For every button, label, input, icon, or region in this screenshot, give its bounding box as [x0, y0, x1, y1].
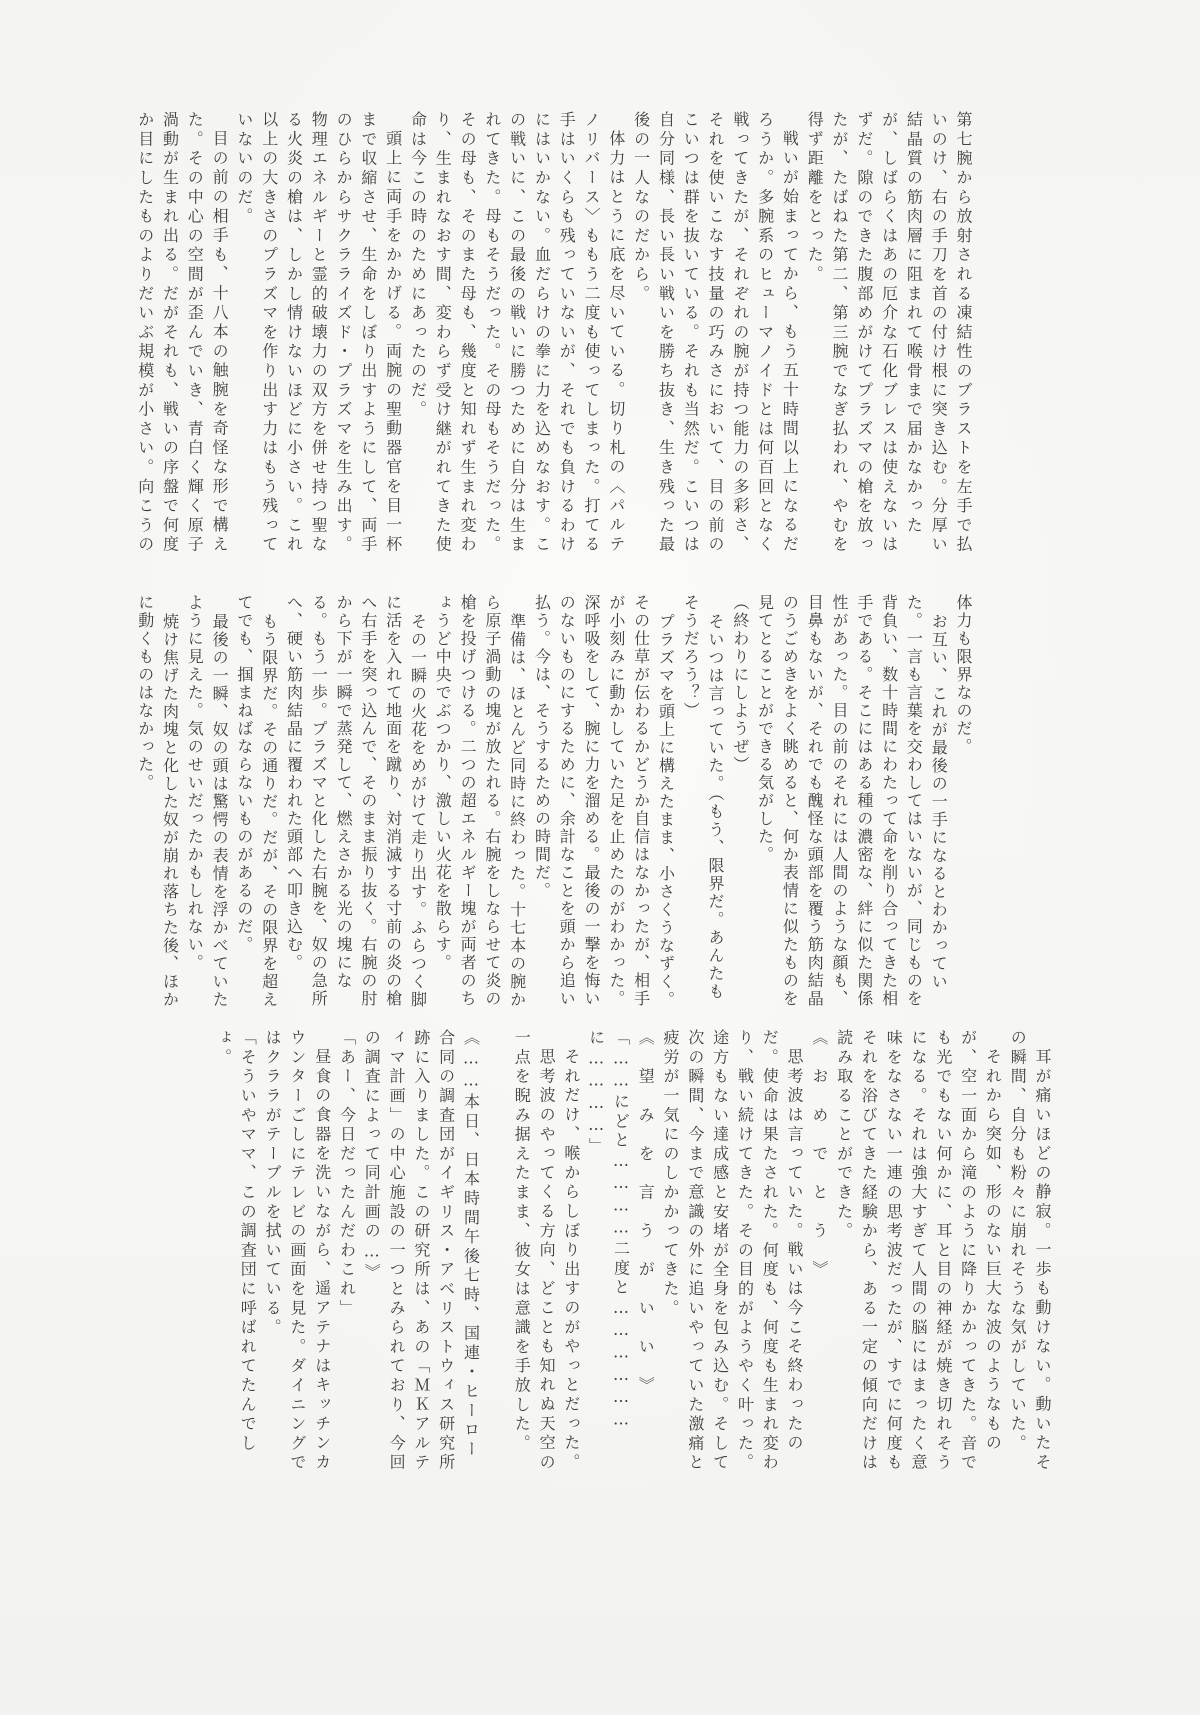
- text-block-middle: [127, 594, 975, 1013]
- paragraph: お互い、これが最後の一手になるとわかっていた。一言も言葉を交わしてはいないが、同じものを背負い、数十時間にわたって命を削り合ってきた相手である。そこにはある種の濃密な、絆に似た関係性があった。目の前のそれには人間のような顔も、目鼻もないが、それでも醜怪な頭部を覆う筋肉結晶のうごめきをよく眺めると、何か表情に似たものを見てとることができる気がした。: [755, 594, 949, 1008]
- paragraph: 「……にどと…………二度と………………に…………」: [586, 1029, 631, 1432]
- paragraph: 《……本日、日本時間午後七時、国連・ヒーロー合同の調査団がイギリス・アベリストウィス研究所跡に入りました。この研究所は、あの「ＭＫアルティマ計画」の中心施設の一つとみられており、今回の調査によって同計画の…》: [362, 1029, 481, 1473]
- paragraph: 「あー、今日だったんだわこれ」: [337, 1029, 357, 1319]
- paragraph: その一瞬の火花をめがけて走り出す。ふらつく脚に活を入れて地面を蹴り、対消滅する寸前の炎の槍へ右手を突っ込んで、そのまま振り抜く。右腕の肘から下が一瞬で蒸発して、燃えさかる光の塊になる。もう一歩。プラズマと化した右腕を、奴の急所へ、硬い筋肉結晶に覆われた頭部へ叩き込む。: [284, 594, 428, 1010]
- paragraph: 体力も限界なのだ。: [954, 594, 973, 756]
- paragraph: 思考波は言っていた。戦いは今こそ終わったのだ。使命は果たされた。何度も、何度も生まれ変わり、戦い続けてきた。その目的がようやく叶った。途方もない達成感と安堵が全身を包み込む。そして次の瞬間、今まで意識の外に追いやっていた激痛と疲労が一気にのしかかってきた。: [661, 1029, 805, 1473]
- paragraph: 耳が痛いほどの静寂。一歩も動けない。動いたその瞬間、自分も粉々に崩れそうな気がしていた。: [1008, 1029, 1052, 1473]
- paragraph: （終わりにしようぜ）: [730, 594, 750, 774]
- paragraph: 目の前の相手も、十八本の触腕を奇怪な形で構えた。その中心の空間が歪んでいき、青白く輝く原子渦動が生まれ出る。だがそれも、戦いの序盤で何度か目にしたものよりだいぶ規模が小さい。向こうの: [135, 111, 230, 555]
- paragraph: 思考波のやってくる方向、どことも知れぬ天空の一点を睨み据えたまま、彼女は意識を手放した。: [512, 1029, 557, 1473]
- paragraph: それだけ、喉からしぼり出すのがやっとだった。: [561, 1048, 581, 1473]
- paragraph: プラズマを頭上に構えたまま、小さくうなずく。その仕草が伝わるかどうか自信はなかったが、相手が小刻みに動かしていた足を止めたのがわかった。深呼吸をして、腕に力を溜める。最後の一撃を悔いのないものにするために、余計なことを頭から追い払う。今は、そうするための時間だ。: [532, 594, 676, 1010]
- paragraph: 《 お め で と う 》: [809, 1029, 829, 1280]
- paragraph: そいつは言っていた。（もう、限界だ。あんたもそうだろう？）: [681, 594, 726, 1002]
- paragraph: 第七腕から放射される凍結性のブラストを左手で払いのけ、右の手刀を首の付け根に突き込む。分厚い結晶質の筋肉層に阻まれて喉骨まで届かなかったが、しばらくはあの厄介な石化ブレスは使えないはずだ。隙のできた腹部めがけてプラズマの槍を放ったが、たばねた第二、第三腕でなぎ払われ、やむを得ず距離をとった。: [805, 111, 973, 555]
- paragraph: 《 望 み を 言 う が い い 》: [636, 1029, 656, 1396]
- paragraph: もう限界だ。その通りだ。だが、その限界を超えてでも、掴まねばならないものがあるのだ。: [234, 594, 279, 1010]
- paragraph: 「そういやママ、この調査団に呼ばれてたんでしょ。: [213, 1029, 258, 1454]
- paragraph: それから突如、形のない巨大な波のようなものが、空一面から滝のように降りかかってきた。音でも光でもない何かに、耳と目の神経が焼き切れそうになる。それは強大すぎて人間の脳にはまったく意味をなさない一連の思考波だったが、すでに何度もそれを浴びてきた経験から、ある一定の傾向だけは読み取ることができた。: [834, 1029, 1003, 1473]
- paragraph: 体力はとうに底を尽いている。切り札の〈パルテノリバース〉ももう二度も使ってしまった。打てる手はいくらも残っていないが、それでも負けるわけにはいかない。血だらけの拳に力を込めなおす。この戦いに、この最後の戦いに勝つために自分は生まれてきた。母もそうだった。その母もそうだった。その母も、そのまた母も、幾度と知れず生まれ変わり、生まれなおす間、変わらず受け継がれてきた使命は今この時のためにあったのだ。: [408, 111, 626, 555]
- paragraph: 準備は、ほとんど同時に終わった。十七本の腕から原子渦動の塊が放たれる。右腕をしならせて炎の槍を投げつける。二つの超エネルギー塊が両者のちょうど中央でぶつかり、激しい火花を散らす。: [433, 594, 527, 1010]
- paragraph: 焼け焦げた肉塊と化した奴が崩れ落ちた後、ほかに動くものはなかった。: [135, 594, 180, 1010]
- paragraph: 戦いが始まってから、もう五十時間以上になるだろうか。多腕系のヒューマノイドとは何百回となく戦ってきたが、それぞれの腕が持つ能力の多彩さ、それを使いこなす技量の巧みさにおいて、目の前のこいつは群を抜いている。それも当然だ。こいつは自分同様、長い長い戦いを勝ち抜き、生き残った最後の一人なのだから。: [631, 111, 800, 555]
- text-block-bottom: [129, 1029, 1054, 1477]
- paragraph: 最後の一瞬、奴の頭は驚愕の表情を浮かべていたように見えた。気のせいだったかもしれない。: [185, 594, 230, 1010]
- text-block-top: [127, 111, 975, 561]
- paragraph: 昼食の食器を洗いながら、遥アテナはキッチンカウンターごしにテレビの画面を見た。ダイニングではクララがテーブルを拭いている。: [263, 1029, 332, 1473]
- paragraph: 頭上に両手をかかげる。両腕の聖動器官を目一杯まで収縮させ、生命をしぼり出すようにして、両手のひらからサクラライズド・プラズマを生み出す。物理エネルギーと霊的破壊力の双方を併せ持つ聖なる火炎の槍は、しかし情けないほどに小さい。これ以上の大きさのプラズマを作り出す力はもう残っていないのだ。: [234, 111, 403, 555]
